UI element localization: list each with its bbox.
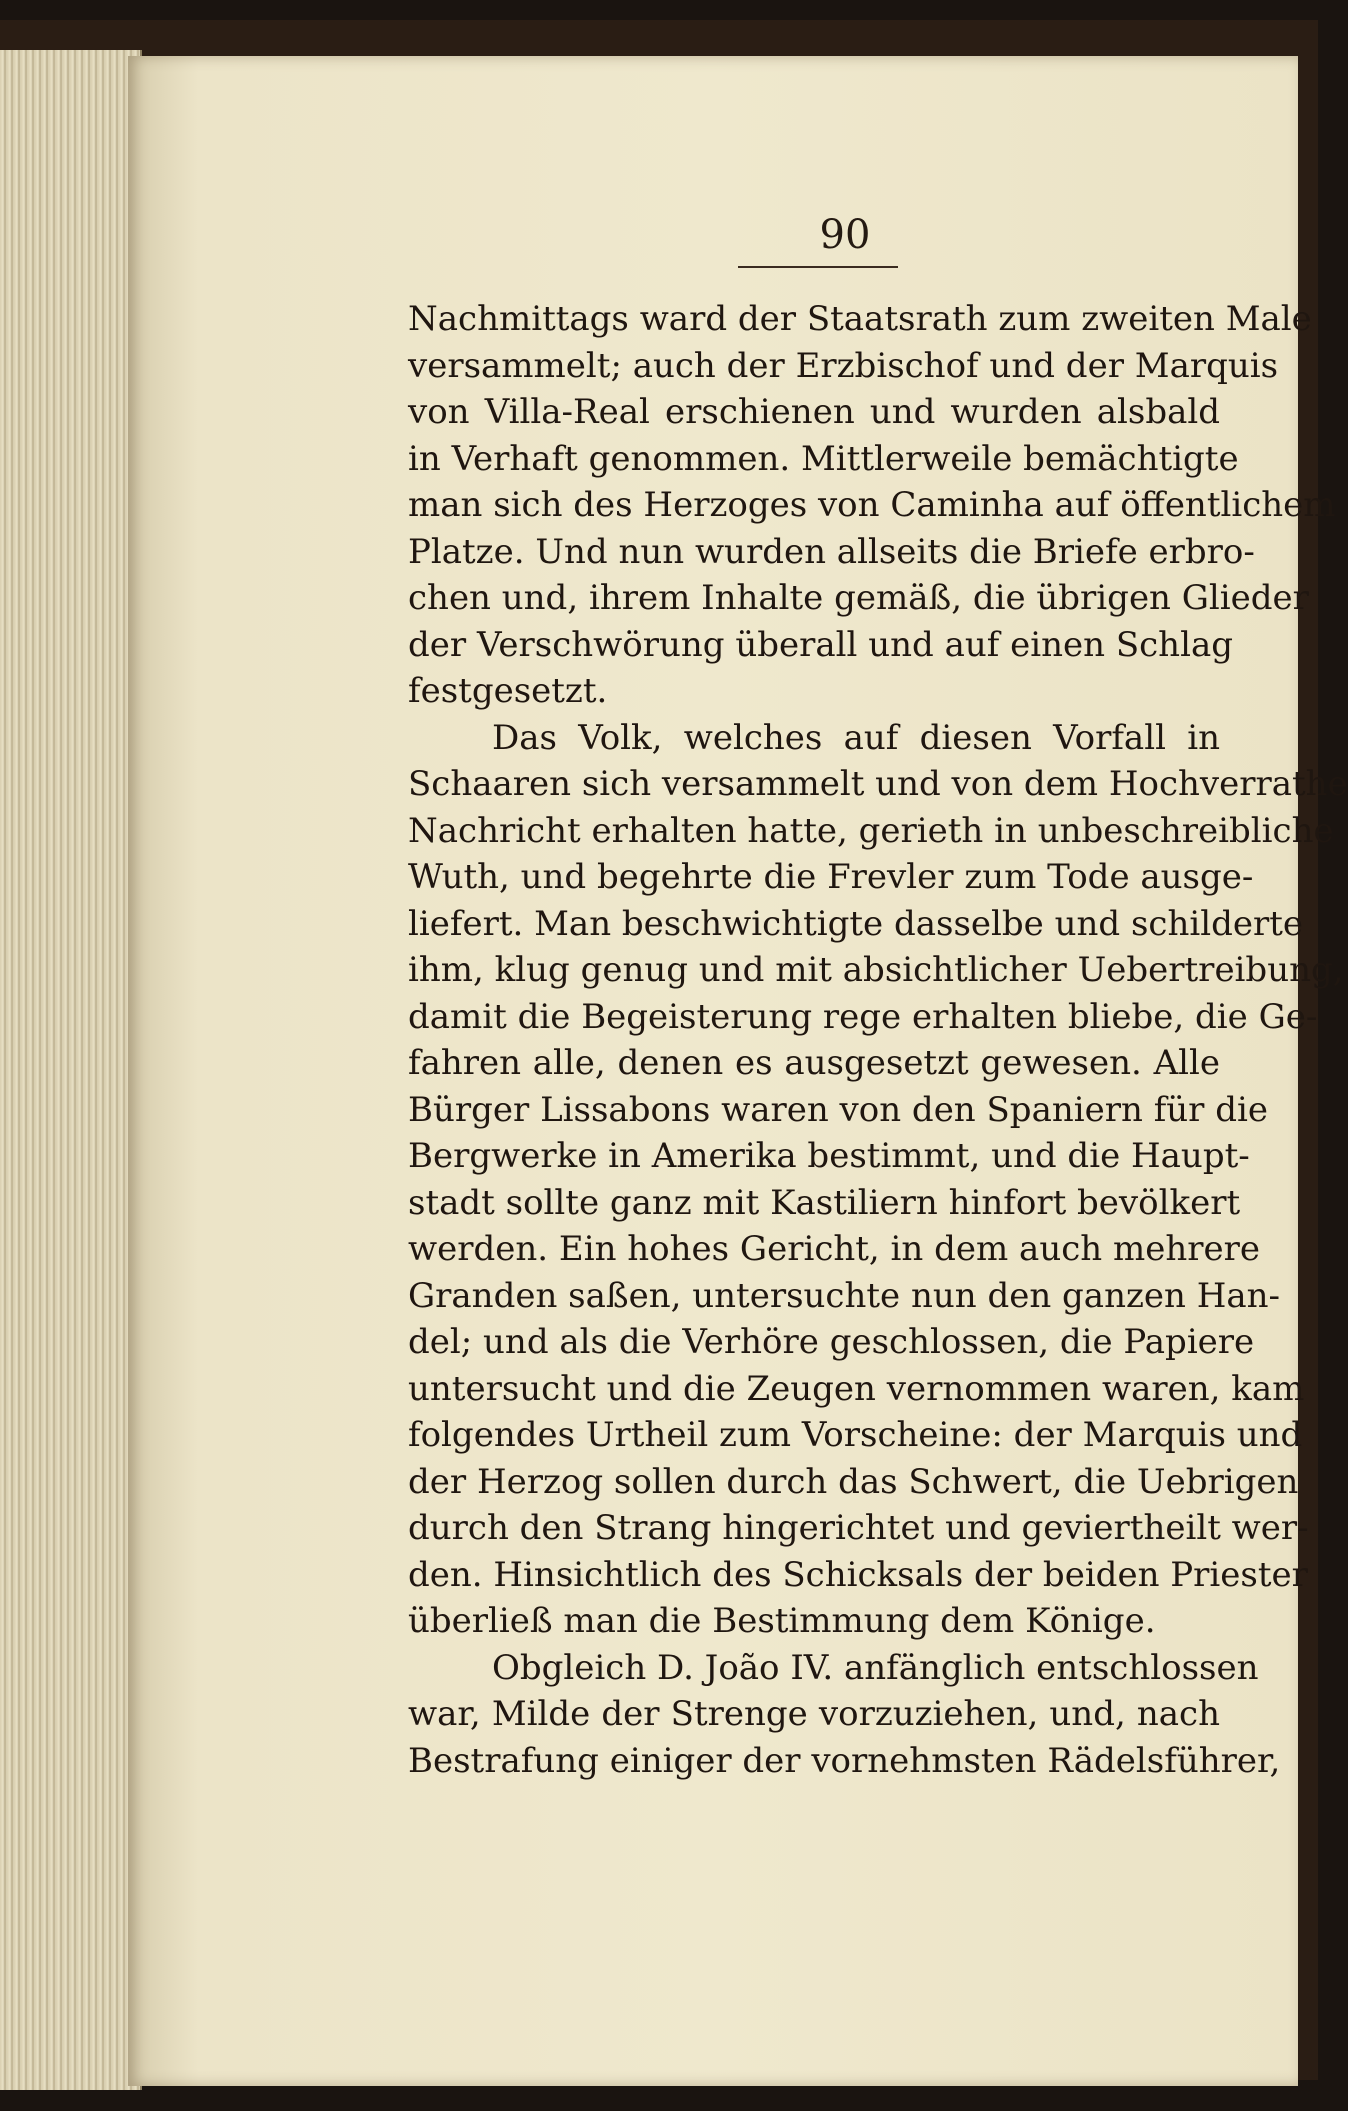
text-line: Granden saßen, untersuchte nun den ganzen Han- bbox=[408, 1275, 1281, 1316]
text-line: untersucht und die Zeugen vernommen waren, kam bbox=[408, 1368, 1305, 1409]
text-line: werden. Ein hohes Gericht, in dem auch mehrere bbox=[408, 1229, 1260, 1269]
text-line: liefert. Man beschwichtigte dasselbe und schilderte bbox=[408, 903, 1304, 944]
text-line: ihm, klug genug und mit absichtlicher Uebertreibung, bbox=[408, 950, 1344, 990]
text-line: del; und als die Verhöre geschlossen, die Papiere bbox=[408, 1322, 1255, 1362]
text-line: überließ man die Bestimmung dem Könige. bbox=[408, 1601, 1156, 1641]
text-line: Nachmittags ward der Staatsrath zum zweiten Male bbox=[408, 299, 1312, 339]
text-line: Bestrafung einiger der vornehmsten Rädelsführer, bbox=[408, 1740, 1281, 1781]
text-line: festgesetzt. bbox=[408, 671, 608, 711]
text-line: damit die Begeisterung rege erhalten bliebe, die Ge- bbox=[408, 996, 1318, 1037]
text-line: durch den Strang hingerichtet und geviertheilt wer- bbox=[408, 1508, 1309, 1548]
text-line: war, Milde der Strenge vorzuziehen, und, nach bbox=[408, 1694, 1220, 1734]
text-line: stadt sollte ganz mit Kastiliern hinfort bevölkert bbox=[408, 1182, 1241, 1223]
text-line: in Verhaft genommen. Mittlerweile bemächtigte bbox=[408, 438, 1239, 479]
text-line: man sich des Herzoges von Caminha auf öffentlichem bbox=[408, 485, 1336, 525]
text-line: Bürger Lissabons waren von den Spaniern für die bbox=[408, 1089, 1268, 1130]
text-line: Bergwerke in Amerika bestimmt, und die Haupt- bbox=[408, 1136, 1250, 1176]
text-line: Das Volk, welches auf diesen Vorfall in bbox=[492, 717, 1220, 758]
page-number: 90 bbox=[819, 212, 871, 258]
text-line: chen und, ihrem Inhalte gemäß, die übrigen Glieder bbox=[408, 578, 1309, 618]
text-line: Schaaren sich versammelt und von dem Hochverrathe bbox=[408, 764, 1348, 804]
text-line: Obgleich D. João IV. anfänglich entschlossen bbox=[492, 1647, 1259, 1688]
page-number-rule bbox=[738, 266, 898, 268]
text-line: folgendes Urtheil zum Vorscheine: der Marquis und bbox=[408, 1415, 1303, 1455]
text-line: den. Hinsichtlich des Schicksals der beiden Priester bbox=[408, 1554, 1308, 1595]
text-line: fahren alle, denen es ausgesetzt gewesen. Alle bbox=[408, 1043, 1220, 1083]
text-line: von Villa-Real erschienen und wurden alsbald bbox=[408, 392, 1220, 432]
text-line: Platze. Und nun wurden allseits die Briefe erbro- bbox=[408, 531, 1255, 572]
text-line: der Verschwörung überall und auf einen Schlag bbox=[408, 624, 1233, 665]
text-line: der Herzog sollen durch das Schwert, die Uebrigen bbox=[408, 1461, 1299, 1502]
text-line: Nachricht erhalten hatte, gerieth in unbeschreibliche bbox=[408, 810, 1334, 851]
body-text bbox=[408, 296, 1348, 1784]
page-edges bbox=[0, 50, 142, 2090]
text-line: Wuth, und begehrte die Frevler zum Tode ausge- bbox=[408, 857, 1254, 897]
text-line: versammelt; auch der Erzbischof und der Marquis bbox=[408, 345, 1279, 386]
